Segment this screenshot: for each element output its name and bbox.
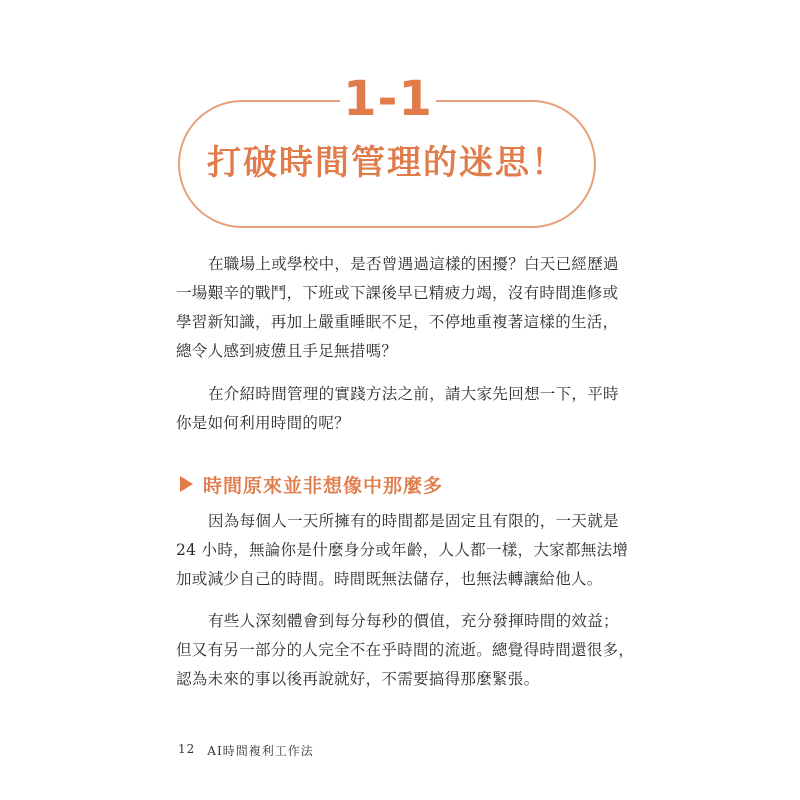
section-title: 時間原來並非想像中那麼多 [203, 474, 444, 497]
chapter-title: 打破時間管理的迷思！ [207, 143, 567, 183]
page-number: 12 [178, 742, 196, 756]
text-line: 認為未來的事以後再說就好，不需要搞得那麼緊張。 [176, 670, 540, 688]
text-line: 因為每個人一天所擁有的時間都是固定且有限的，一天就是 [208, 512, 619, 530]
text-line: 在介紹時間管理的實踐方法之前，請大家先回想一下，平時 [208, 385, 619, 403]
text-line: 加或減少自己的時間。時間既無法儲存，也無法轉讓給他人。 [176, 570, 603, 588]
text-line: 學習新知識，再加上嚴重睡眠不足，不停地重複著這樣的生活， [176, 313, 619, 331]
intro-paragraph-2 [176, 380, 619, 438]
triangle-right-icon [180, 476, 193, 492]
chapter-number: 1-1 [340, 70, 436, 128]
intro-paragraph-1 [176, 250, 619, 366]
text-line: 有些人深刻體會到每分每秒的價值，充分發揮時間的效益； [208, 612, 619, 630]
text-line: 24 小時，無論你是什麼身分或年齡，人人都一樣，大家都無法增 [176, 541, 629, 559]
text-line: 但又有另一部分的人完全不在乎時間的流逝。總覺得時間還很多， [176, 641, 635, 659]
section-heading [180, 470, 443, 498]
text-line: 一場艱辛的戰鬥，下班或下課後早已精疲力竭，沒有時間進修或 [176, 284, 619, 302]
text-line: 在職場上或學校中，是否曾遇過這樣的困擾？白天已經歷過 [208, 255, 619, 273]
page-footer [178, 742, 314, 759]
section-paragraph-2 [176, 607, 635, 694]
section-paragraph-1 [176, 507, 629, 594]
text-line: 你是如何利用時間的呢？ [176, 414, 350, 432]
text-line: 總令人感到疲憊且手足無措嗎？ [176, 342, 398, 360]
running-book-title: AI時間複利工作法 [207, 744, 314, 758]
